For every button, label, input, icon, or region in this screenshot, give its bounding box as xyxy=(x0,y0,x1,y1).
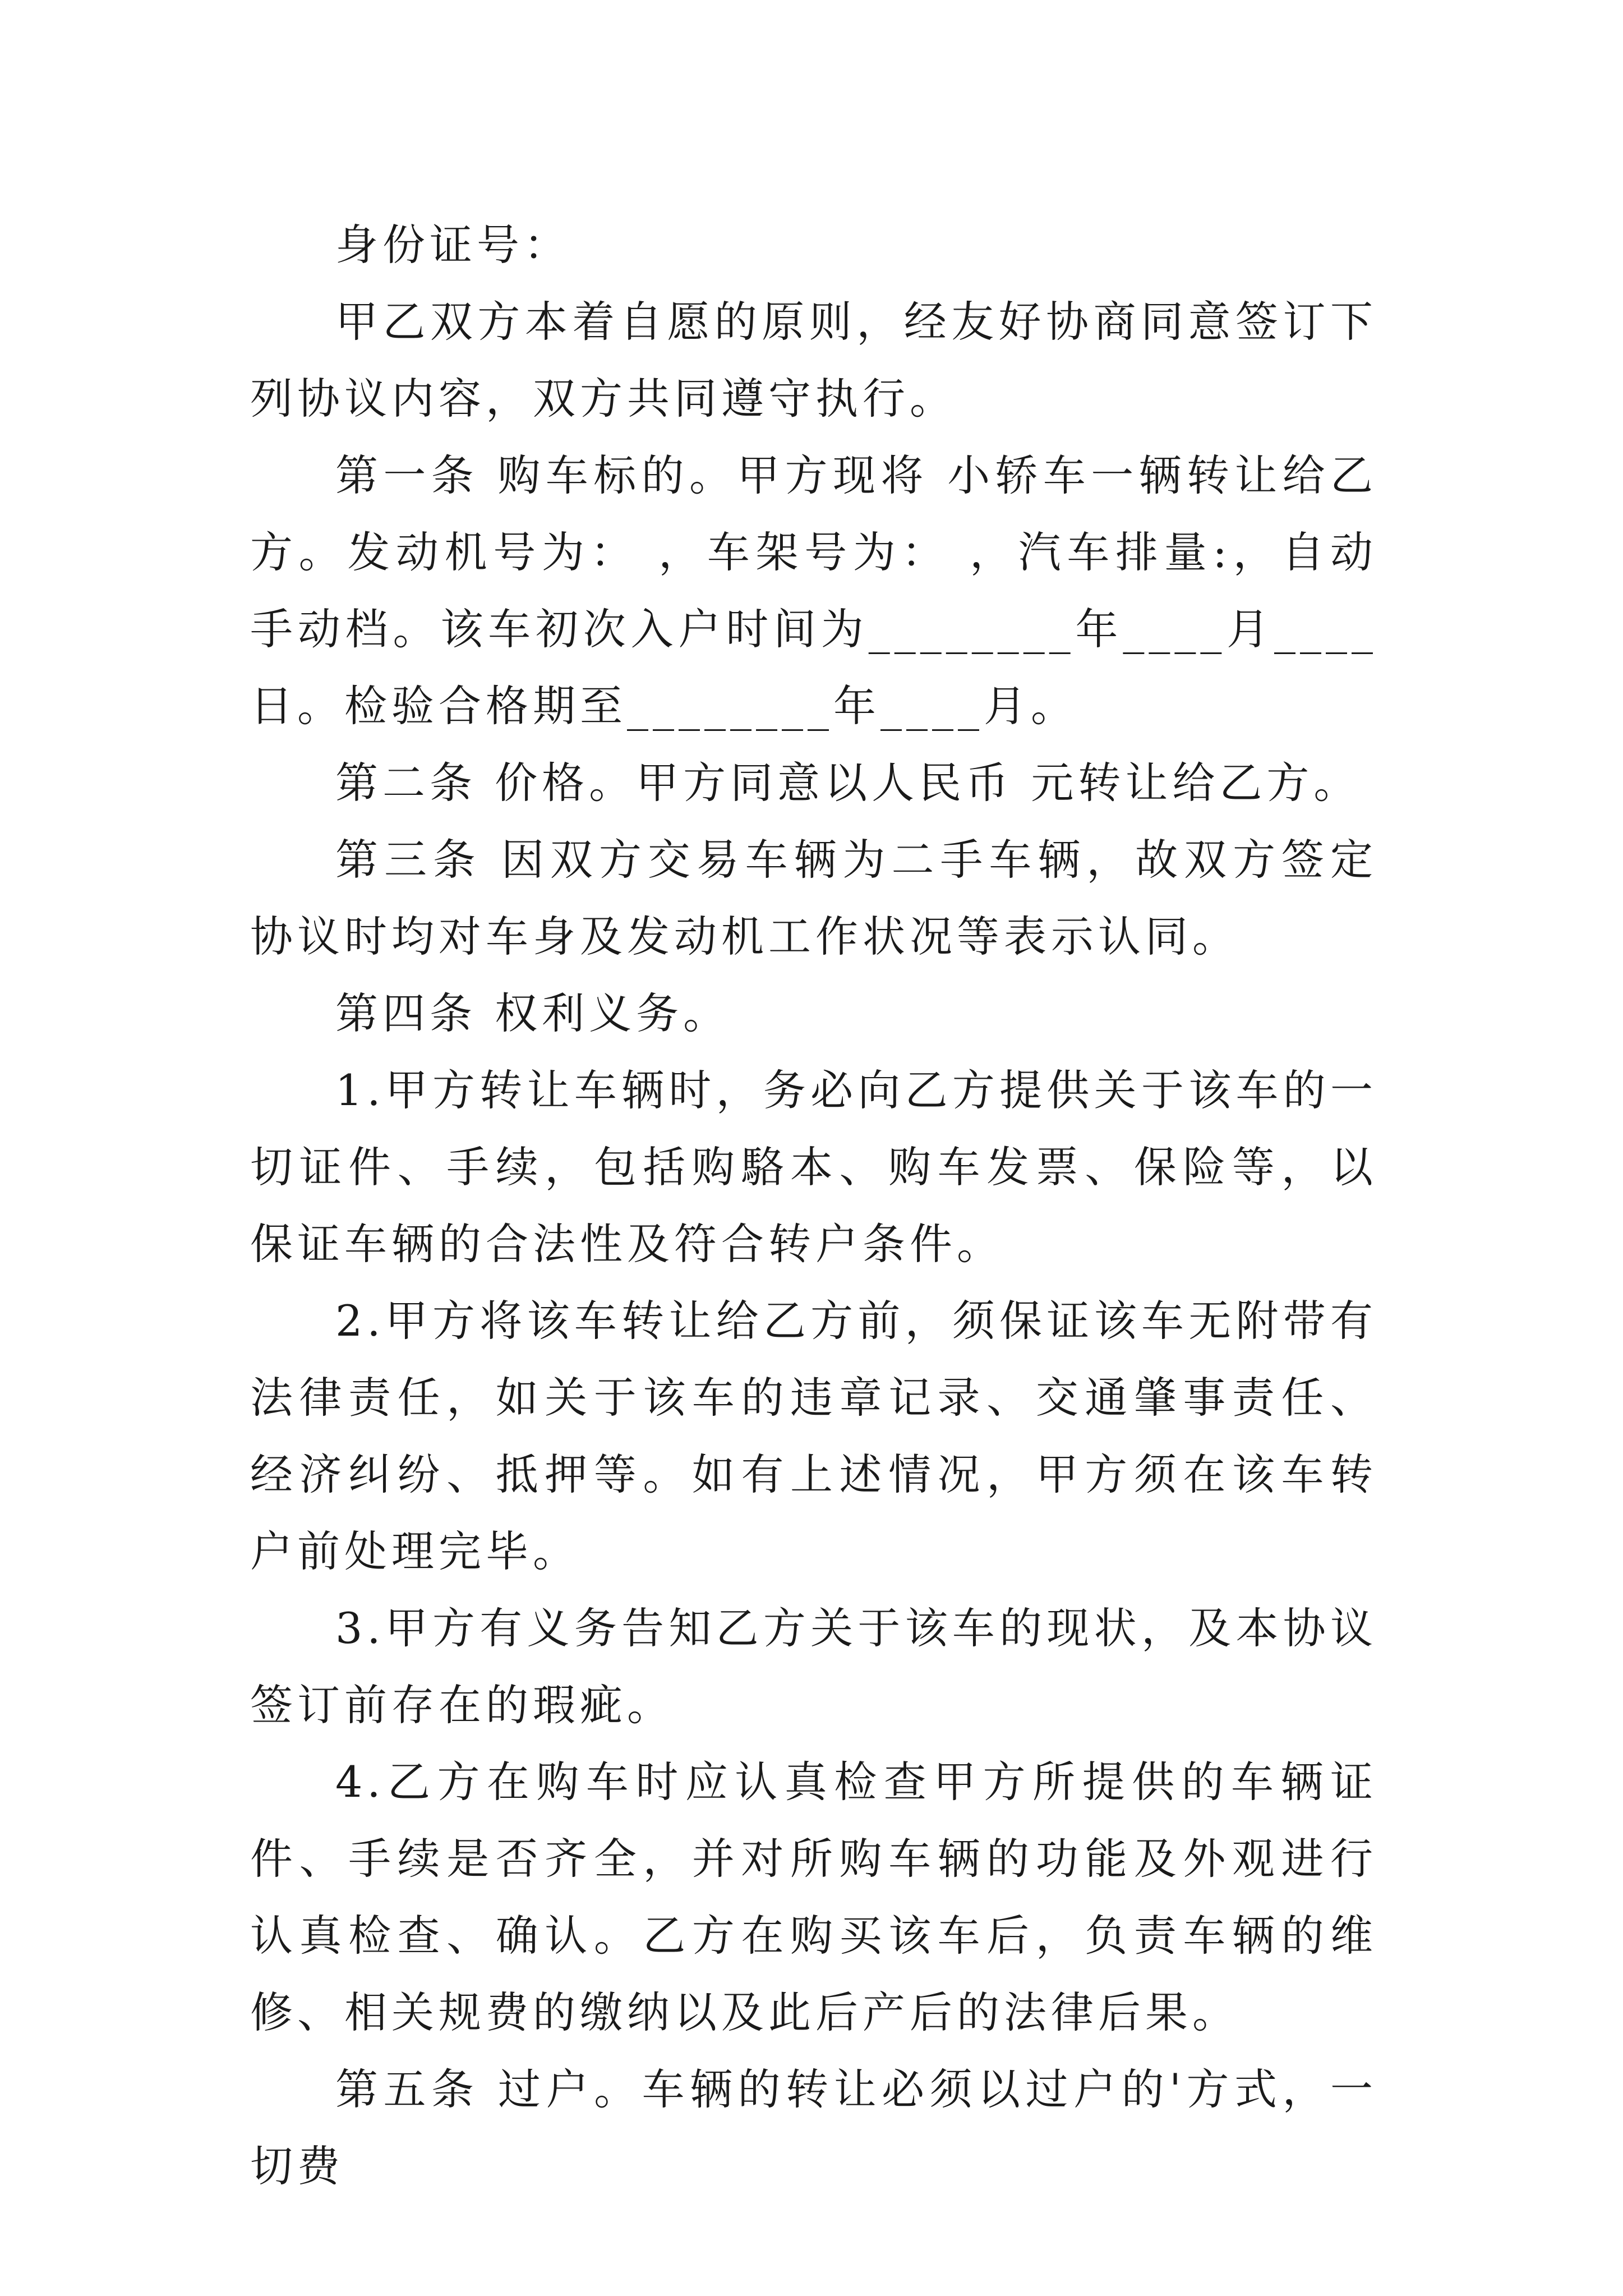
paragraph-item-3: 3.甲方有义务告知乙方关于该车的现状，及本协议签订前存在的瑕疵。 xyxy=(250,1603,1377,1730)
document-body xyxy=(250,206,1377,2205)
paragraph-item-1: 1.甲方转让车辆时，务必向乙方提供关于该车的一切证件、手续，包括购駱本、购车发票、保险等，以保证车辆的合法性及符合转户条件。 xyxy=(250,1065,1377,1269)
paragraph-article-5: 第五条 过户。车辆的转让必须以过户的'方式，一切费 xyxy=(250,2064,1377,2191)
paragraph-item-2: 2.甲方将该车转让给乙方前，须保证该车无附带有法律责任，如关于该车的违章记录、交通肇事责任、经济纠纷、抵押等。如有上述情况，甲方须在该车转户前处理完毕。 xyxy=(250,1296,1377,1576)
paragraph-item-4: 4.乙方在购车时应认真检查甲方所提供的车辆证件、手续是否齐全，并对所购车辆的功能及外观进行认真检查、确认。乙方在购买该车后，负责车辆的维修、相关规费的缴纳以及此后产后的法律后果。 xyxy=(250,1757,1377,2037)
paragraph-article-2: 第二条 价格。甲方同意以人民币 元转让给乙方。 xyxy=(335,758,1361,808)
paragraph-article-4: 第四条 权利义务。 xyxy=(335,988,731,1038)
paragraph-id-number: 身份证号： xyxy=(335,220,571,270)
paragraph-article-1: 第一条 购车标的。甲方现将 小轿车一辆转让给乙方。发动机号为： ，车架号为： ，汽车排量:，自动手动档。该车初次入户时间为________年____月____日。检验合格期至________年____月。 xyxy=(250,450,1377,731)
paragraph-article-3: 第三条 因双方交易车辆为二手车辆，故双方签定协议时均对车身及发动机工作状况等表示认同。 xyxy=(250,835,1377,961)
paragraph-intro: 甲乙双方本着自愿的原则，经友好协商同意签订下列协议内容，双方共同遵守执行。 xyxy=(250,297,1377,424)
